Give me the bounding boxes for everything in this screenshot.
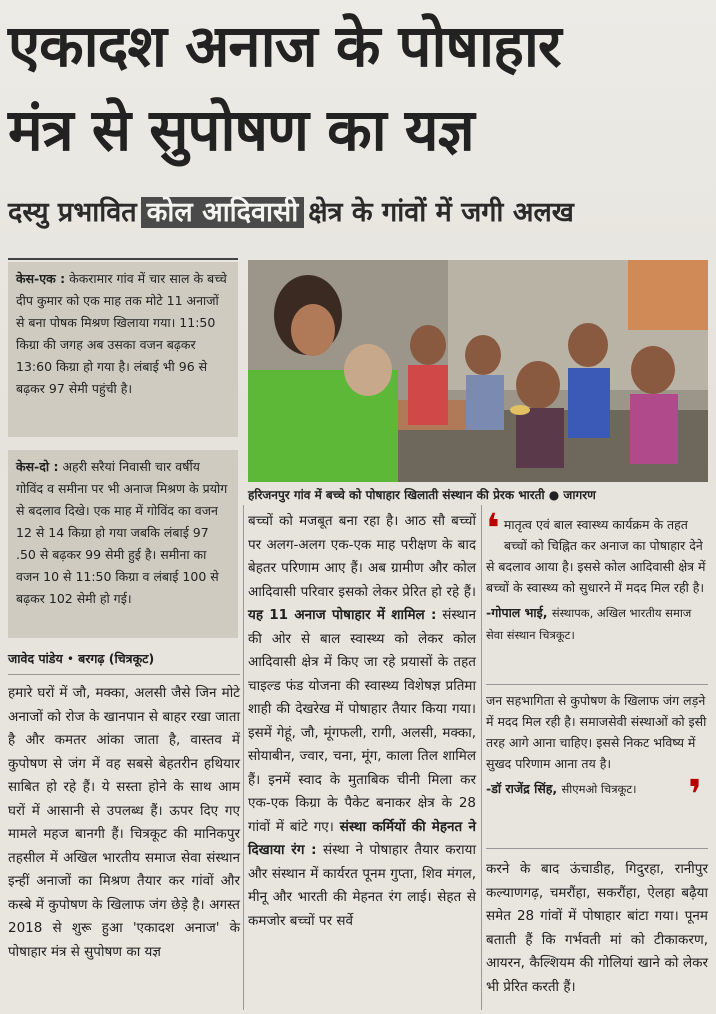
col2-para-1: बच्चों को मजबूत बना रहा है। आठ सौ बच्चों पर अलग-अलग एक-एक माह परीक्षण के बाद बेहतर परिणाम आए हैं। अब ग्रामीण और कोल आदिवासी परिवार इसको लेकर प्रेरित हो रहे हैं। bbox=[248, 513, 476, 600]
case-one-box bbox=[8, 262, 238, 437]
quote-1-attribution bbox=[486, 602, 708, 646]
byline-rule bbox=[8, 674, 240, 675]
news-photo bbox=[248, 260, 708, 482]
quote-2-author: -डॉ राजेंद्र सिंह, bbox=[486, 781, 558, 796]
photo-illustration bbox=[248, 260, 708, 482]
case-two-box bbox=[8, 450, 238, 638]
photo-caption: हरिजनपुर गांव में बच्चे को पोषाहार खिलाती संस्थान की प्रेरक भारती ● जागरण bbox=[248, 488, 596, 502]
subhead-highlight: कोल आदिवासी bbox=[141, 197, 305, 228]
article-column-3: करने के बाद ऊंचाडीह, गिदुरहा, रानीपुर कल्याणगढ़, चमरौंहा, सकरौंहा, ऐलहा बढ़ैया समेत 28 गांवों में पोषाहार बांटा गया। पूनम बताती हैं कि गर्भवती मां को टीकाकरण, आयरन, कैल्शियम की गोलियां खाने को लेकर भी प्रेरित करती हैं। bbox=[486, 861, 708, 995]
quote-1-text: मातृत्व एवं बाल स्वास्थ्य कार्यक्रम के तहत बच्चों को चिह्नित कर अनाज का पोषाहार देने से बदलाव आया है। इससे कोल आदिवासी क्षेत्र में बच्चों के स्वास्थ्य को सुधारने में मदद मिल रही है। bbox=[486, 517, 706, 595]
open-quote-icon: ❛ bbox=[486, 506, 500, 552]
case-one-text: केकरामार गांव में चार साल के बच्चे दीप कुमार को एक माह तक मोटे 11 अनाजों से बना पोषक मिश्रण खिलाया गया। 11:50 किग्रा की जगह अब उसका वजन बढ़कर 13:60 किग्रा हो गया है। लंबाई भी 96 से बढ़कर 97 सेमी पहुंची है। bbox=[16, 271, 227, 396]
quote-2-attribution bbox=[486, 778, 708, 800]
col2-subhead-2: संस्था कर्मियों की मेहनत ने दिखाया रंग : bbox=[248, 818, 476, 858]
quote-2-text: जन सहभागिता से कुपोषण के खिलाफ जंग लड़ने में मदद मिल रही है। समाजसेवी संस्थाओं को इसी तरह आगे आना चाहिए। इससे निकट भविष्य में सुखद परिणाम आना तय है। bbox=[486, 693, 707, 771]
byline bbox=[8, 650, 238, 667]
subhead-before: दस्यु प्रभावित bbox=[8, 197, 137, 228]
case-two-text: अहरी सरैयां निवासी चार वर्षीय गोविंद व समीना पर भी अनाज मिश्रण के प्रयोग से बदलाव दिखे। एक माह में गोविंद का वजन 12 से 14 किग्रा हो गया जबकि लंबाई 97 .50 से बढ़कर 99 सेमी हुई है। समीना का वजन 10 से 11:50 किग्रा व लंबाई 100 से बढ़कर 102 सेमी हो गई। bbox=[16, 459, 228, 606]
quote-1-role: संस्थापक, अखिल भारतीय समाज सेवा संस्थान चित्रकूट। bbox=[486, 606, 692, 642]
subheadline bbox=[8, 190, 712, 236]
headline-line-2: मंत्र से सुपोषण का यज्ञ bbox=[8, 96, 474, 164]
col2-para-2: संस्थान की ओर से बाल स्वास्थ्य को लेकर कोल आदिवासी क्षेत्र में किए जा रहे प्रयासों के तहत चाइल्ड फंड योजना की स्वास्थ्य विशेषज्ञ प्रतिमा शाही की देखरेख में पोषाहार तैयार किया गया। इसमें गेहूं, जौ, मूंगफली, रागी, अलसी, मक्का, सोयाबीन, ज्वार, चना, मूंग, काला तिल शामिल हैं। इनमें स्वाद के मुताबिक चीनी मिला कर एक-एक किग्रा के पैकेट बनाकर क्षेत्र के 28 गांवों में बांटे गए। bbox=[248, 607, 476, 835]
quote-divider bbox=[486, 684, 708, 685]
close-quote-icon: ❜ bbox=[688, 772, 702, 818]
quote-box-2 bbox=[486, 690, 708, 818]
case-one-label: केस-एक : bbox=[16, 271, 66, 286]
col2-para-3: संस्था ने पोषाहार तैयार कराया और संस्थान में कार्यरत पूनम गुप्ता, शिव मंगल, मीनू और भारती की मेहनत रंग लाई। सेहत से कमजोर बच्चों पर सर्वे bbox=[248, 842, 477, 929]
quote-1-author: -गोपाल भाई, bbox=[486, 605, 548, 620]
article-column-2 bbox=[248, 510, 476, 933]
quote-box-1 bbox=[486, 506, 708, 646]
subhead-after: क्षेत्र के गांवों में जगी अलख bbox=[308, 197, 574, 228]
column-divider-1 bbox=[243, 505, 244, 1010]
column-divider-2 bbox=[481, 505, 482, 1010]
bullet-icon: • bbox=[66, 651, 75, 666]
case-two-label: केस-दो : bbox=[16, 459, 59, 474]
article-column-1: हमारे घरों में जौ, मक्का, अलसी जैसे जिन मोटे अनाजों को रोज के खानपान से बाहर रखा जाता है और कमतर आंका जाता है, वास्तव में कुपोषण से जंग में वह सबसे बेहतरीन हथियार साबित हो रहे हैं। ये सस्ता होने के साथ आम घरों में आसानी से उपलब्ध हैं। ऊपर दिए गए मामले महज बानगी हैं। चित्रकूट की मानिकपुर तहसील में अखिल भारतीय समाज सेवा संस्थान इन्हीं अनाजों का मिश्रण तैयार कर गांवों और कस्बे में कुपोषण के खिलाफ जंग छेड़े है। अगस्त 2018 से शुरू हुआ 'एकादश अनाज' के पोषाहार मंत्र से सुपोषण का यज्ञ bbox=[8, 685, 240, 960]
quote-2-role: सीएमओ चित्रकूट। bbox=[561, 782, 637, 796]
case-top-rule bbox=[8, 258, 238, 260]
quote-bottom-rule bbox=[486, 848, 708, 849]
col2-subhead-1: यह 11 अनाज पोषाहार में शामिल : bbox=[248, 607, 437, 623]
headline bbox=[8, 4, 712, 172]
headline-line-1: एकादश अनाज के पोषाहार bbox=[8, 12, 561, 80]
byline-place: बरगढ़ (चित्रकूट) bbox=[78, 651, 155, 666]
byline-author: जावेद पांडेय bbox=[8, 651, 63, 666]
